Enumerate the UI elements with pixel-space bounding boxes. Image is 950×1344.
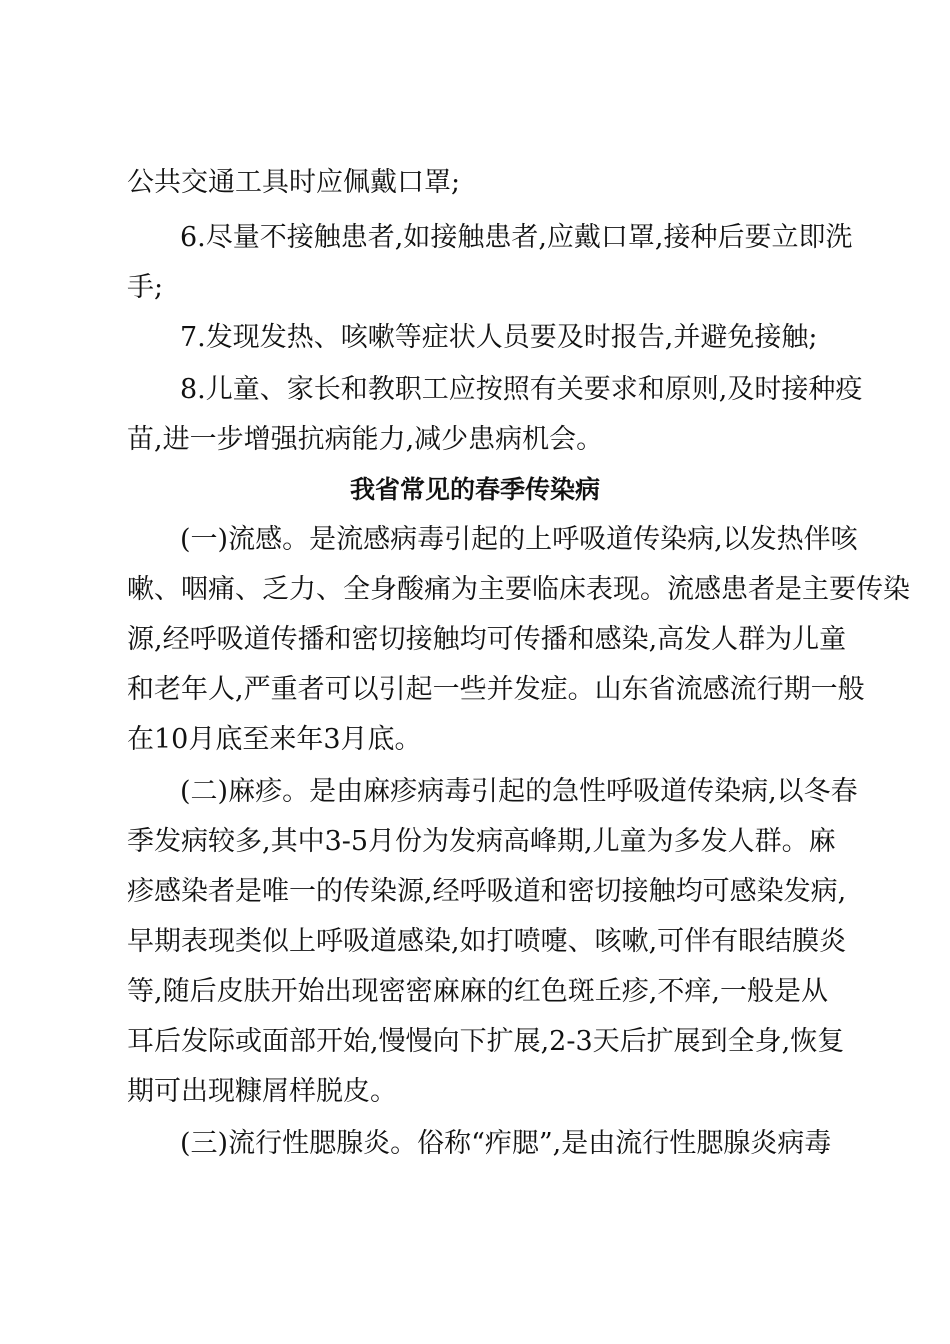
paragraph-line: 季发病较多,其中3-5月份为发病高峰期,儿童为多发人群。麻 — [127, 826, 836, 857]
text-line: 6.尽量不接触患者,如接触患者,应戴口罩,接种后要立即洗 — [180, 222, 853, 253]
text-line: 公共交通工具时应佩戴口罩; — [127, 167, 461, 198]
paragraph-line: 等,随后皮肤开始出现密密麻麻的红色斑丘疹,不痒,一般是从 — [127, 976, 828, 1007]
paragraph-line: (三)流行性腮腺炎。俗称“痄腮”,是由流行性腮腺炎病毒 — [180, 1128, 832, 1159]
paragraph-line: 源,经呼吸道传播和密切接触均可传播和感染,高发人群为儿童 — [127, 624, 847, 655]
section-title: 我省常见的春季传染病 — [349, 475, 600, 504]
paragraph-line: 耳后发际或面部开始,慢慢向下扩展,2-3天后扩展到全身,恢复 — [127, 1026, 845, 1057]
paragraph-line: 在10月底至来年3月底。 — [127, 724, 422, 755]
paragraph-line: 嗽、咽痛、乏力、全身酸痛为主要临床表现。流感患者是主要传染 — [127, 574, 910, 605]
paragraph-line: 期可出现糠屑样脱皮。 — [127, 1076, 397, 1107]
paragraph-line: (一)流感。是流感病毒引起的上呼吸道传染病,以发热伴咳 — [180, 524, 858, 555]
text-line: 8.儿童、家长和教职工应按照有关要求和原则,及时接种疫 — [180, 374, 863, 405]
paragraph-line: (二)麻疹。是由麻疹病毒引起的急性呼吸道传染病,以冬春 — [180, 776, 858, 807]
paragraph-line: 和老年人,严重者可以引起一些并发症。山东省流感流行期一般 — [127, 674, 865, 705]
paragraph-line: 疹感染者是唯一的传染源,经呼吸道和密切接触均可感染发病, — [127, 876, 847, 907]
text-line: 手; — [127, 272, 164, 303]
paragraph-line: 早期表现类似上呼吸道感染,如打喷嚏、咳嗽,可伴有眼结膜炎 — [127, 926, 847, 957]
text-line: 7.发现发热、咳嗽等症状人员要及时报告,并避免接触; — [180, 322, 818, 353]
text-line: 苗,进一步增强抗病能力,减少患病机会。 — [127, 424, 604, 455]
